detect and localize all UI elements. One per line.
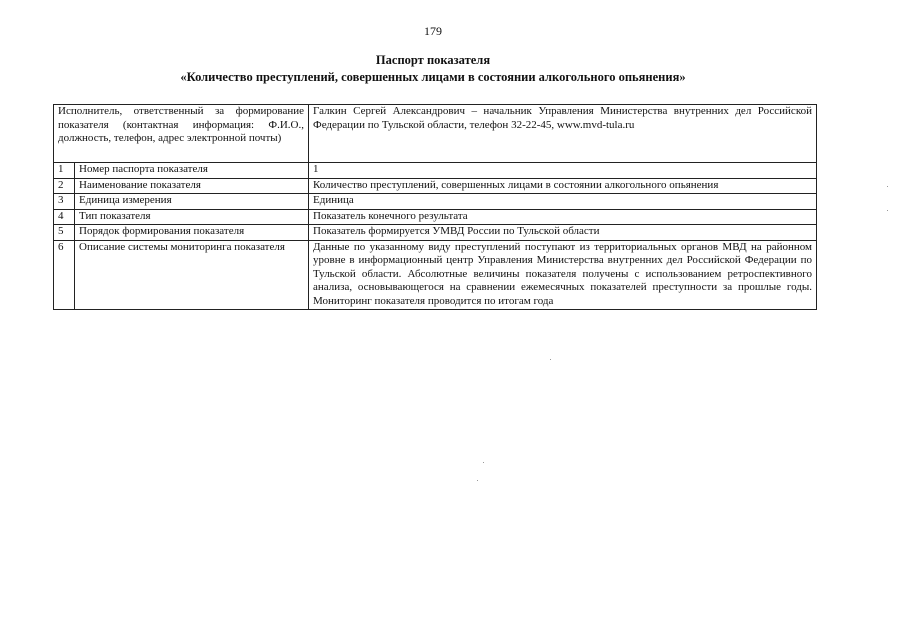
row-number: 6 [54,240,75,310]
row-value: Показатель конечного результата [309,209,817,225]
table-row [54,225,817,241]
page-number: 179 [424,24,442,38]
row-label: Порядок формирования показателя [75,225,309,241]
scan-speck [887,210,888,211]
row-label: Описание системы мониторинга показателя [75,240,309,310]
row-label: Единица измерения [75,194,309,210]
scan-speck [483,462,484,463]
row-value: 1 [309,163,817,179]
title-line-2: «Количество преступлений, совершенных лицами в состоянии алкогольного опьянения» [180,70,686,84]
table-row [54,209,817,225]
row-value: Единица [309,194,817,210]
table-row [54,240,817,310]
row-number: 4 [54,209,75,225]
scan-speck [477,480,478,481]
row-number: 1 [54,163,75,179]
row-value: Показатель формируется УМВД России по Тульской области [309,225,817,241]
row-number: 2 [54,178,75,194]
row-label: Тип показателя [75,209,309,225]
table-row [54,178,817,194]
scan-speck [887,186,888,187]
scan-speck [550,359,551,360]
row-number: 5 [54,225,75,241]
row-value: Данные по указанному виду преступлений поступают из территориальных органов МВД на районном уровне в информационный центр Управления Министерства внутренних дел Российской Федерации по Тульской области. Абсолютные величины показателя получены с использованием ретроспективного анализа, основывающегося на сравнении ежемесячных показателей преступности за прошлые годы. Мониторинг показателя проводится по итогам года [309,240,817,310]
row-number: 3 [54,194,75,210]
row-label: Наименование показателя [75,178,309,194]
passport-table [53,104,817,310]
table-row [54,194,817,210]
title-line-1: Паспорт показателя [375,53,491,67]
row-label: Номер паспорта показателя [75,163,309,179]
executor-value: Галкин Сергей Александрович – начальник Управления Министерства внутренних дел Российской Федерации по Тульской области, телефон 32-22-45, www.mvd-tula.ru [309,105,817,163]
table-row [54,163,817,179]
executor-label: Исполнитель, ответственный за формирование показателя (контактная информация: Ф.И.О., должность, телефон, адрес электронной почты) [54,105,309,163]
row-value: Количество преступлений, совершенных лицами в состоянии алкогольного опьянения [309,178,817,194]
document-title [0,52,866,86]
table-row-executor [54,105,817,163]
